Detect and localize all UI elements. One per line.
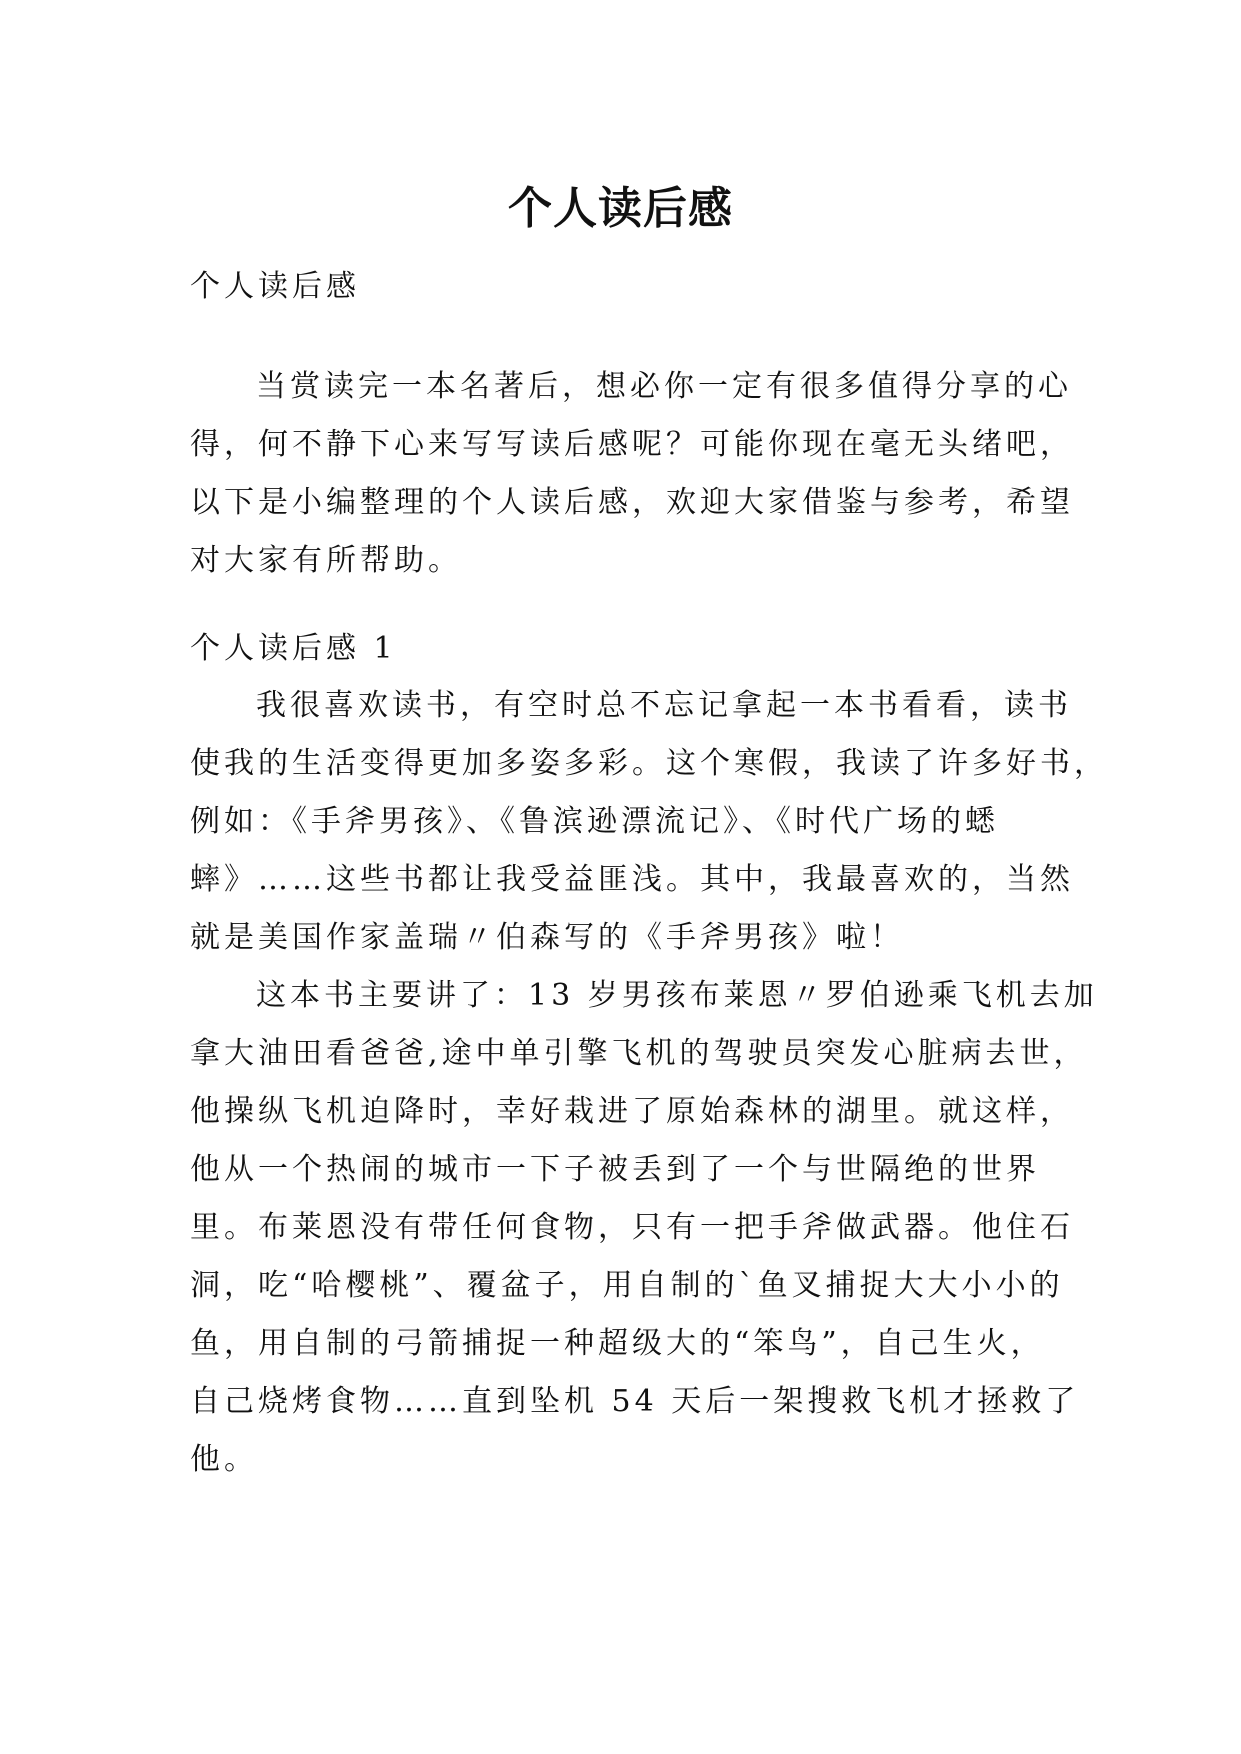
paragraph-line: 里。布莱恩没有带任何食物，只有一把手斧做武器。他住石	[190, 1210, 1074, 1245]
intro-line: 以下是小编整理的个人读后感，欢迎大家借鉴与参考，希望	[190, 485, 1074, 520]
paragraph-line: 这本书主要讲了：13 岁男孩布莱恩〃罗伯逊乘飞机去加	[256, 978, 1098, 1013]
paragraph-line: 拿大油田看爸爸,途中单引擎飞机的驾驶员突发心脏病去世，	[190, 1036, 1088, 1071]
paragraph-line: 洞，吃“哈樱桃”、覆盆子，用自制的`鱼叉捕捉大大小小的	[190, 1268, 1064, 1303]
paragraph-line: 使我的生活变得更加多姿多彩。这个寒假，我读了许多好书，	[190, 746, 1108, 781]
section-heading: 个人读后感 1	[190, 631, 397, 666]
paragraph-line: 他。	[190, 1442, 258, 1477]
paragraph-line: 自己烧烤食物……直到坠机 54 天后一架搜救飞机才拯救了	[190, 1384, 1080, 1419]
paragraph-line: 他从一个热闹的城市一下子被丢到了一个与世隔绝的世界	[190, 1152, 1040, 1187]
paragraph-2	[190, 967, 1098, 1489]
paragraph-line: 例如：《手斧男孩》、《鲁滨逊漂流记》、《时代广场的蟋	[190, 804, 999, 839]
paragraph-1	[190, 677, 1108, 967]
paragraph-line: 鱼，用自制的弓箭捕捉一种超级大的“笨鸟”，自己生火，	[190, 1326, 1045, 1361]
document-title: 个人读后感	[508, 183, 733, 235]
paragraph-line: 他操纵飞机迫降时，幸好栽进了原始森林的湖里。就这样，	[190, 1094, 1074, 1129]
paragraph-line: 就是美国作家盖瑞〃伯森写的《手斧男孩》啦！	[190, 920, 904, 955]
intro-line: 对大家有所帮助。	[190, 543, 462, 578]
paragraph-line: 蟀》……这些书都让我受益匪浅。其中，我最喜欢的，当然	[190, 862, 1074, 897]
intro-line: 得，何不静下心来写写读后感呢？可能你现在毫无头绪吧，	[190, 427, 1074, 462]
intro-line: 当赏读完一本名著后，想必你一定有很多值得分享的心	[256, 369, 1072, 404]
subtitle: 个人读后感	[190, 269, 360, 304]
intro-paragraph	[190, 358, 1074, 590]
paragraph-line: 我很喜欢读书，有空时总不忘记拿起一本书看看，读书	[256, 688, 1072, 723]
